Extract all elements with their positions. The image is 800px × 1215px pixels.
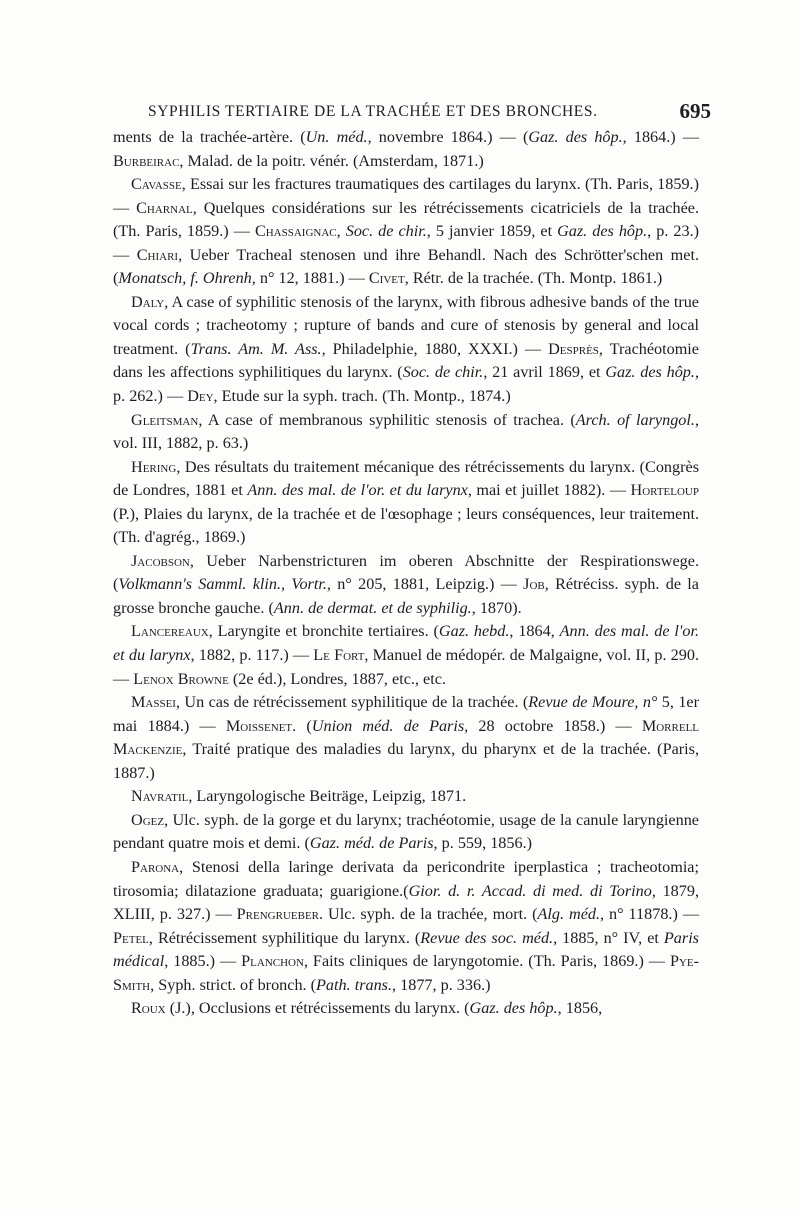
author-name: Chassaignac xyxy=(254,222,337,241)
entry-text: , Syph. strict. of bronch. ( xyxy=(150,975,317,994)
entry-text: , 5 janvier 1859, et xyxy=(426,222,558,241)
citation-title: Gior. d. r. Accad. di med. di Torino, xyxy=(408,881,656,900)
citation-title: Gaz. des hôp. xyxy=(557,222,648,241)
author-name: Job xyxy=(523,575,545,594)
bibliography-entry xyxy=(113,409,699,456)
entry-text: , Traité pratique des maladies du larynx, du pharynx et de la trachée. (Paris, 1887.) xyxy=(113,740,699,782)
citation-title: Volkmann's Samml. klin., Vortr. xyxy=(118,575,327,594)
citation-title: Monatsch, f. Ohrenh, xyxy=(118,269,256,288)
entry-text: , Philadelphie, 1880, XXXI.) — xyxy=(321,339,549,358)
author-name: Massei xyxy=(131,693,176,712)
entry-text: , 1870). xyxy=(471,598,522,617)
citation-title: Un. méd. xyxy=(305,128,368,146)
entry-text: , Ueber Tracheal stenosen und ihre Behandl. Nach des Schrötter'schen met. ( xyxy=(113,245,700,288)
author-name: Civet xyxy=(368,269,405,288)
citation-title: Ann. des mal. de l'or. et du larynx xyxy=(113,622,699,665)
entry-text: 1879, XLIII, p. 327.) — xyxy=(113,881,700,924)
entry-text: 5, 1er mai 1884.) — xyxy=(113,693,700,735)
entry-text: 28 octobre 1858.) — xyxy=(468,716,642,735)
entry-text: , mai et juillet 1882). — xyxy=(467,481,631,500)
entry-text: , Malad. de la poitr. vénér. (Amsterdam, 1871.) xyxy=(179,151,484,170)
bibliography-entry xyxy=(113,856,699,997)
author-name: Burbeirac xyxy=(113,151,180,170)
author-name: Dey xyxy=(187,387,214,406)
citation-title: Trans. Am. M. Ass. xyxy=(190,339,322,358)
author-name: Petel xyxy=(113,928,149,947)
author-name: Horteloup xyxy=(630,481,699,500)
bibliography-entry xyxy=(113,809,699,856)
entry-text: , vol. III, 1882, p. 63.) xyxy=(113,410,699,453)
entry-text: , A case of syphilitic stenosis of the larynx, with fibrous adhesive bands of the true vocal cords ; tracheotomy ; rupture of bands and cure of stenosis by general and local treatment. ( xyxy=(113,292,699,358)
entry-text: , Laryngite et bronchite tertiaires. ( xyxy=(208,622,439,641)
author-name: Charnal xyxy=(136,198,193,217)
bibliography-entry xyxy=(113,291,699,409)
entry-text: , Un cas de rétrécissement syphilitique de la trachée. ( xyxy=(175,693,529,712)
author-name: Chiari xyxy=(136,245,179,264)
running-title: SYPHILIS TERTIAIRE DE LA TRACHÉE ET DES BRONCHES. xyxy=(148,103,598,120)
entry-text: , Ulc. syph. de la gorge et du larynx; trachéotomie, usage de la canule laryngienne pendant quatre mois et demi. ( xyxy=(113,810,699,853)
author-name: Jacobson xyxy=(131,551,190,570)
entry-text: , Des résultats du traitement mécanique des rétrécissements du larynx. (Congrès de Londres, 1881 et xyxy=(113,457,699,500)
author-name: Prengrueber xyxy=(236,905,320,924)
entry-text: , 21 avril 1869, et xyxy=(483,363,606,382)
entry-text: , p. 23.) — xyxy=(113,222,700,264)
entry-text: , 1864, xyxy=(509,622,560,641)
citation-title: Ann. de dermat. et de syphilig. xyxy=(273,598,472,617)
entry-text: , 1864.) — xyxy=(622,128,700,146)
entry-text: , Quelques considérations sur les rétrécissements cicatriciels de la trachée. (Th. Paris, 1859.) — xyxy=(113,198,699,241)
entry-text: , Rétrécissement syphilitique du larynx. ( xyxy=(148,928,421,947)
bibliography-entry xyxy=(113,997,699,1021)
author-name: Le Fort xyxy=(313,646,365,665)
entry-text: n° 12, 1881.) — xyxy=(255,269,369,288)
entry-text: , Laryngologische Beiträge, Leipzig, 1871. xyxy=(188,787,467,806)
page-number: 695 xyxy=(679,99,711,123)
entry-text: (2e éd.), Londres, 1887, etc., etc. xyxy=(228,669,446,688)
entry-text: , 1856, xyxy=(557,999,603,1018)
citation-title: Soc. de chir. xyxy=(402,363,484,382)
author-name: Pye-Smith xyxy=(113,952,700,994)
entry-text: , Ueber Narbenstricturen im oberen Abschnitte der Respirationswege. ( xyxy=(113,551,699,594)
bibliography-entry xyxy=(113,126,699,173)
entry-text: , Stenosi della laringe derivata da pericondrite iperplastica ; tracheotomia; tirosomia; dilatazione graduata; guarigione.( xyxy=(113,857,699,900)
author-name: Morrell Mackenzie xyxy=(113,716,700,759)
author-name: Roux xyxy=(131,999,166,1018)
citation-title: Gaz. des hôp. xyxy=(605,363,695,382)
entry-text: , Etude sur la syph. trach. (Th. Montp., 1874.) xyxy=(213,387,511,406)
entry-text: , novembre 1864.) — ( xyxy=(367,128,529,146)
entry-text: . Ulc. syph. de la trachée, mort. ( xyxy=(319,905,538,924)
author-name: Ogez xyxy=(131,810,165,829)
entry-text: (P.), Plaies du larynx, de la trachée et de l'œsophage ; leurs conséquences, leur traitement. (Th. d'agrég., 1869.) xyxy=(113,504,699,547)
bibliography-text xyxy=(113,126,699,1021)
entry-text: , Rétréciss. syph. de la grosse bronche gauche. ( xyxy=(113,575,699,617)
entry-text: , Faits cliniques de laryngotomie. (Th. Paris, 1869.) — xyxy=(303,952,670,971)
author-name: Parona xyxy=(131,857,180,876)
citation-title: Soc. de chir. xyxy=(345,222,427,241)
citation-title: Path. trans. xyxy=(316,975,393,994)
bibliography-entry xyxy=(113,173,699,291)
author-name: Daly xyxy=(131,292,165,311)
citation-title: Gaz. des hôp. xyxy=(528,128,623,146)
entry-text: , 1882, p. 117.) — xyxy=(190,646,314,665)
author-name: Lenox Browne xyxy=(133,669,229,688)
author-name: Gleitsman xyxy=(131,410,199,429)
entry-text: , n° 205, 1881, Leipzig.) — xyxy=(326,575,524,594)
entry-text: . ( xyxy=(292,716,312,735)
citation-title: Gaz. méd. de Paris, xyxy=(309,834,438,853)
citation-title: Gaz. des hôp. xyxy=(469,999,558,1018)
entry-text: (J.), Occlusions et rétrécissements du larynx. ( xyxy=(165,999,470,1018)
entry-text: , n° 11878.) — xyxy=(600,905,700,924)
citation-title: Gaz. hebd. xyxy=(438,622,510,641)
running-header xyxy=(148,99,711,129)
author-name: Lancereaux xyxy=(131,622,209,641)
citation-title: Alg. méd. xyxy=(537,905,601,924)
entry-text: p. 559, 1856.) xyxy=(437,834,533,853)
entry-text: , xyxy=(336,222,346,241)
bibliography-entry xyxy=(113,456,699,550)
entry-text: , Essai sur les fractures traumatiques des cartilages du larynx. (Th. Paris, 1859.) — xyxy=(113,175,699,217)
author-name: Moissenet xyxy=(225,716,293,735)
entry-text: , 1885, n° IV, et xyxy=(553,928,664,947)
entry-text: , Rétr. de la trachée. (Th. Montp. 1861.) xyxy=(404,269,663,288)
bibliography-entry xyxy=(113,550,699,621)
bibliography-entry xyxy=(113,620,699,691)
citation-title: Union méd. de Paris, xyxy=(311,716,469,735)
entry-text: , A case of membranous syphilitic stenosis of trachea. ( xyxy=(198,410,576,429)
entry-text: , 1885.) — xyxy=(164,952,242,971)
author-name: Planchon xyxy=(241,952,304,971)
author-name: Desprès xyxy=(548,339,599,358)
citation-title: Revue de Moure, n° xyxy=(528,693,658,712)
bibliography-entry xyxy=(113,691,699,785)
author-name: Cavasse xyxy=(131,175,182,194)
citation-title: Arch. of laryngol. xyxy=(575,410,695,429)
entry-text: , Trachéotomie dans les affections syphilitiques du larynx. ( xyxy=(113,339,699,382)
entry-text: , 1877, p. 336.) xyxy=(392,975,491,994)
citation-title: Revue des soc. méd. xyxy=(420,928,554,947)
entry-text: ments de la trachée-artère. ( xyxy=(113,128,306,146)
entry-text: , Manuel de médopér. de Malgaigne, vol. II, p. 290. — xyxy=(113,646,700,688)
citation-title: Ann. des mal. de l'or. et du larynx xyxy=(247,481,468,500)
author-name: Hering xyxy=(131,457,177,476)
citation-title: Paris médical xyxy=(113,928,699,971)
bibliography-entry xyxy=(113,785,699,809)
author-name: Navratil xyxy=(131,787,189,806)
entry-text: , p. 262.) — xyxy=(113,363,699,406)
